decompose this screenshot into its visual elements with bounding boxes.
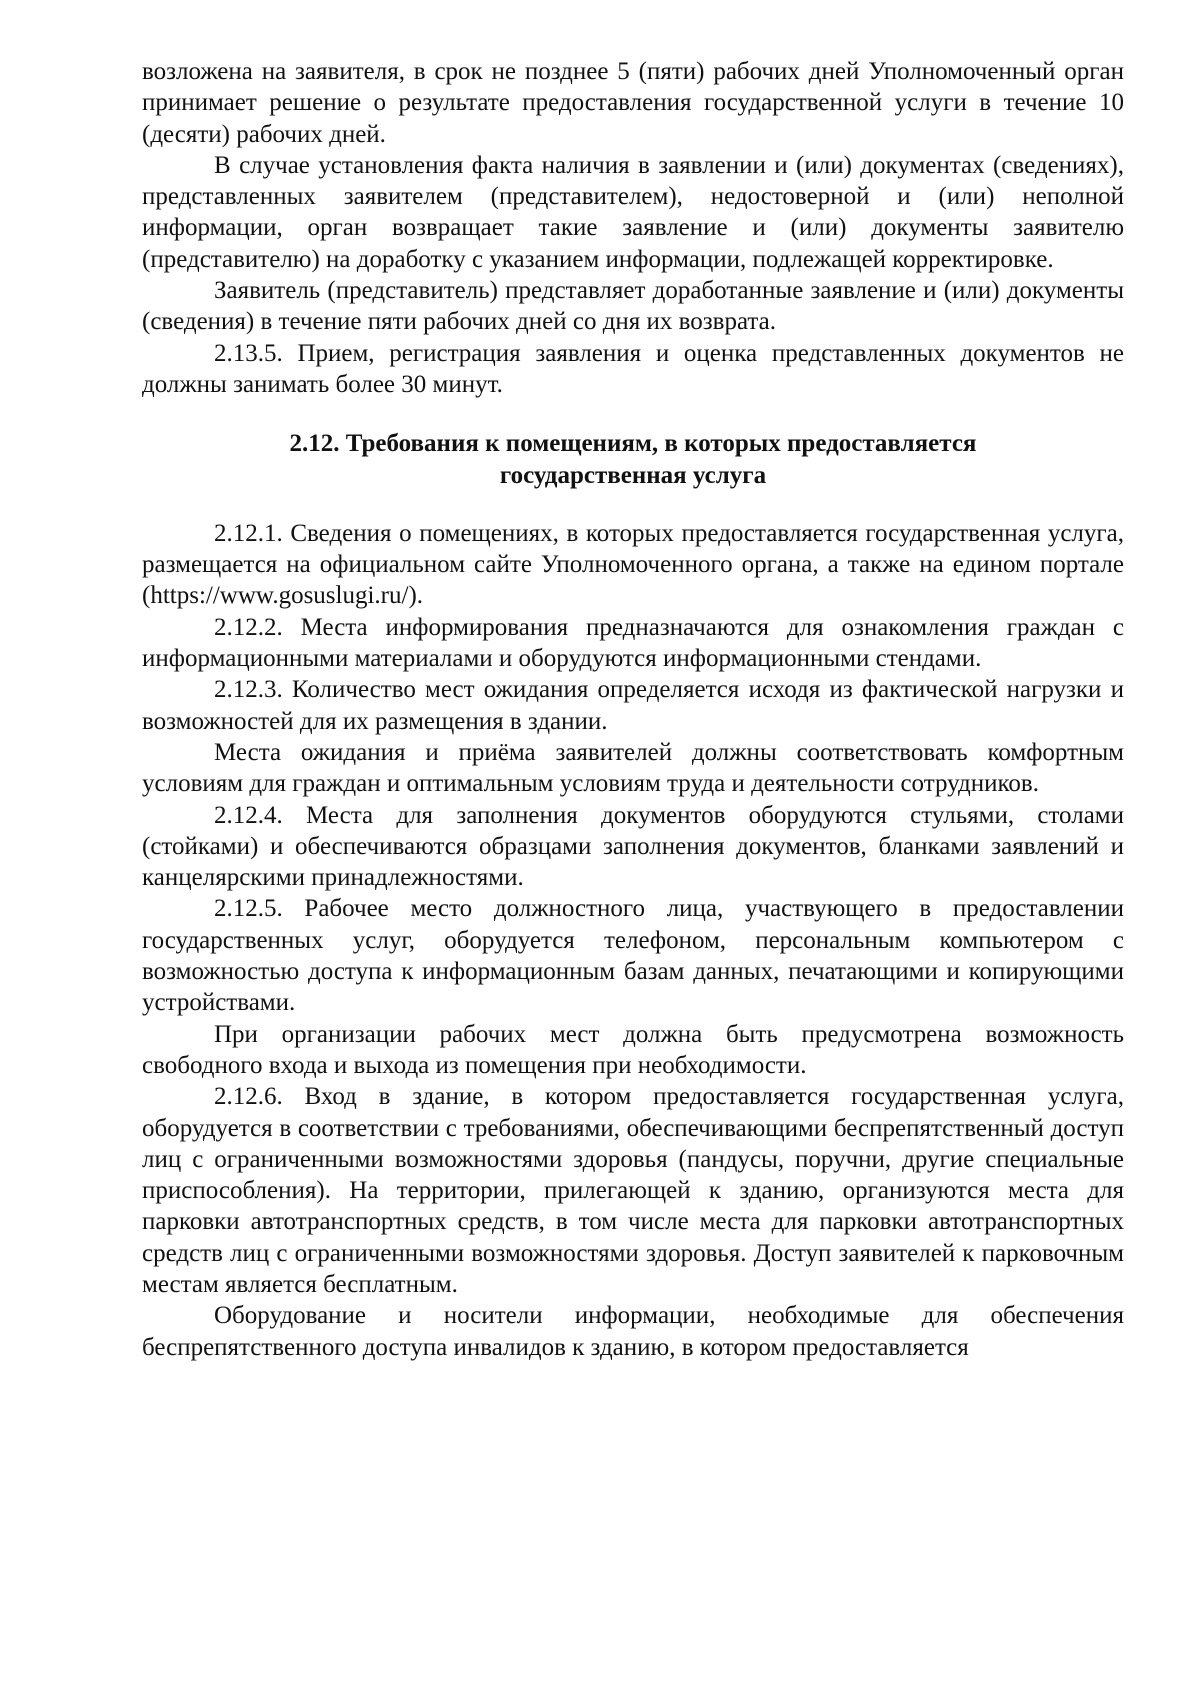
paragraph-2-12-1: 2.12.1. Сведения о помещениях, в которых предоставляется государственная услуга, размещается на официальном сайте Уполномоченного органа, а также на едином портале (https://www.gosuslugi.ru/).	[142, 519, 1124, 610]
section-heading-line-2: государственная услуга	[499, 461, 767, 489]
section-heading-2-12	[142, 428, 1124, 491]
paragraph-inaccurate-info: В случае установления факта наличия в заявлении и (или) документах (сведениях), представленных заявителем (представителем), недостоверной и (или) неполной информации, орган возвращает такие заявление и (или) документы заявителю (представителю) на доработку с указанием информации, подлежащей корректировке.	[142, 151, 1124, 273]
paragraph-waiting-places: Места ожидания и приёма заявителей должны соответствовать комфортным условиям для граждан и оптимальным условиям труда и деятельности сотрудников.	[142, 738, 1124, 798]
section-heading-line-1: 2.12. Требования к помещениям, в которых предоставляется	[289, 430, 977, 458]
paragraph-workplace-access: При организации рабочих мест должна быть предусмотрена возможность свободного входа и выхода из помещения при необходимости.	[142, 1020, 1124, 1079]
paragraph-2-12-2: 2.12.2. Места информирования предназначаются для ознакомления граждан с информационными материалами и оборудуются информационными стендами.	[142, 613, 1124, 673]
heading-spacer	[142, 491, 1124, 518]
paragraph-2-12-4: 2.12.4. Места для заполнения документов оборудуются стульями, столами (стойками) и обеспечиваются образцами заполнения документов, бланками заявлений и канцелярскими принадлежностями.	[142, 801, 1124, 892]
paragraph-equipment: Оборудование и носители информации, необходимые для обеспечения беспрепятственного доступа инвалидов к зданию, в котором предоставляется	[142, 1302, 1124, 1361]
paragraph-resubmission: Заявитель (представитель) представляет доработанные заявление и (или) документы (сведения) в течение пяти рабочих дней со дня их возврата.	[142, 277, 1124, 336]
paragraph-2-13-5: 2.13.5. Прием, регистрация заявления и оценка представленных документов не должны занимать более 30 минут.	[142, 339, 1124, 398]
paragraph-2-12-5: 2.12.5. Рабочее место должностного лица, участвующего в предоставлении государственных услуг, оборудуется телефоном, персональным компьютером с возможностью доступа к информационным базам данных, печатающими и копирующими устройствами.	[142, 895, 1124, 1017]
paragraph-decision-deadline: возложена на заявителя, в срок не позднее 5 (пяти) рабочих дней Уполномоченный орган принимает решение о результате предоставления государственной услуги в течение 10 (десяти) рабочих дней.	[142, 58, 1124, 148]
document-page	[142, 56, 1124, 1363]
paragraph-2-12-3: 2.12.3. Количество мест ожидания определяется исходя из фактической нагрузки и возможностей для их размещения в здании.	[142, 676, 1124, 735]
paragraph-2-12-6: 2.12.6. Вход в здание, в котором предоставляется государственная услуга, оборудуется в соответствии с требованиями, обеспечивающими беспрепятственный доступ лиц с ограниченными возможностями здоровья (пандусы, поручни, другие специальные приспособления). На территории, прилегающей к зданию, организуются места для парковки автотранспортных средств, в том числе места для парковки автотранспортных средств лиц с ограниченными возможностями здоровья. Доступ заявителей к парковочным местам является бесплатным.	[142, 1083, 1124, 1298]
